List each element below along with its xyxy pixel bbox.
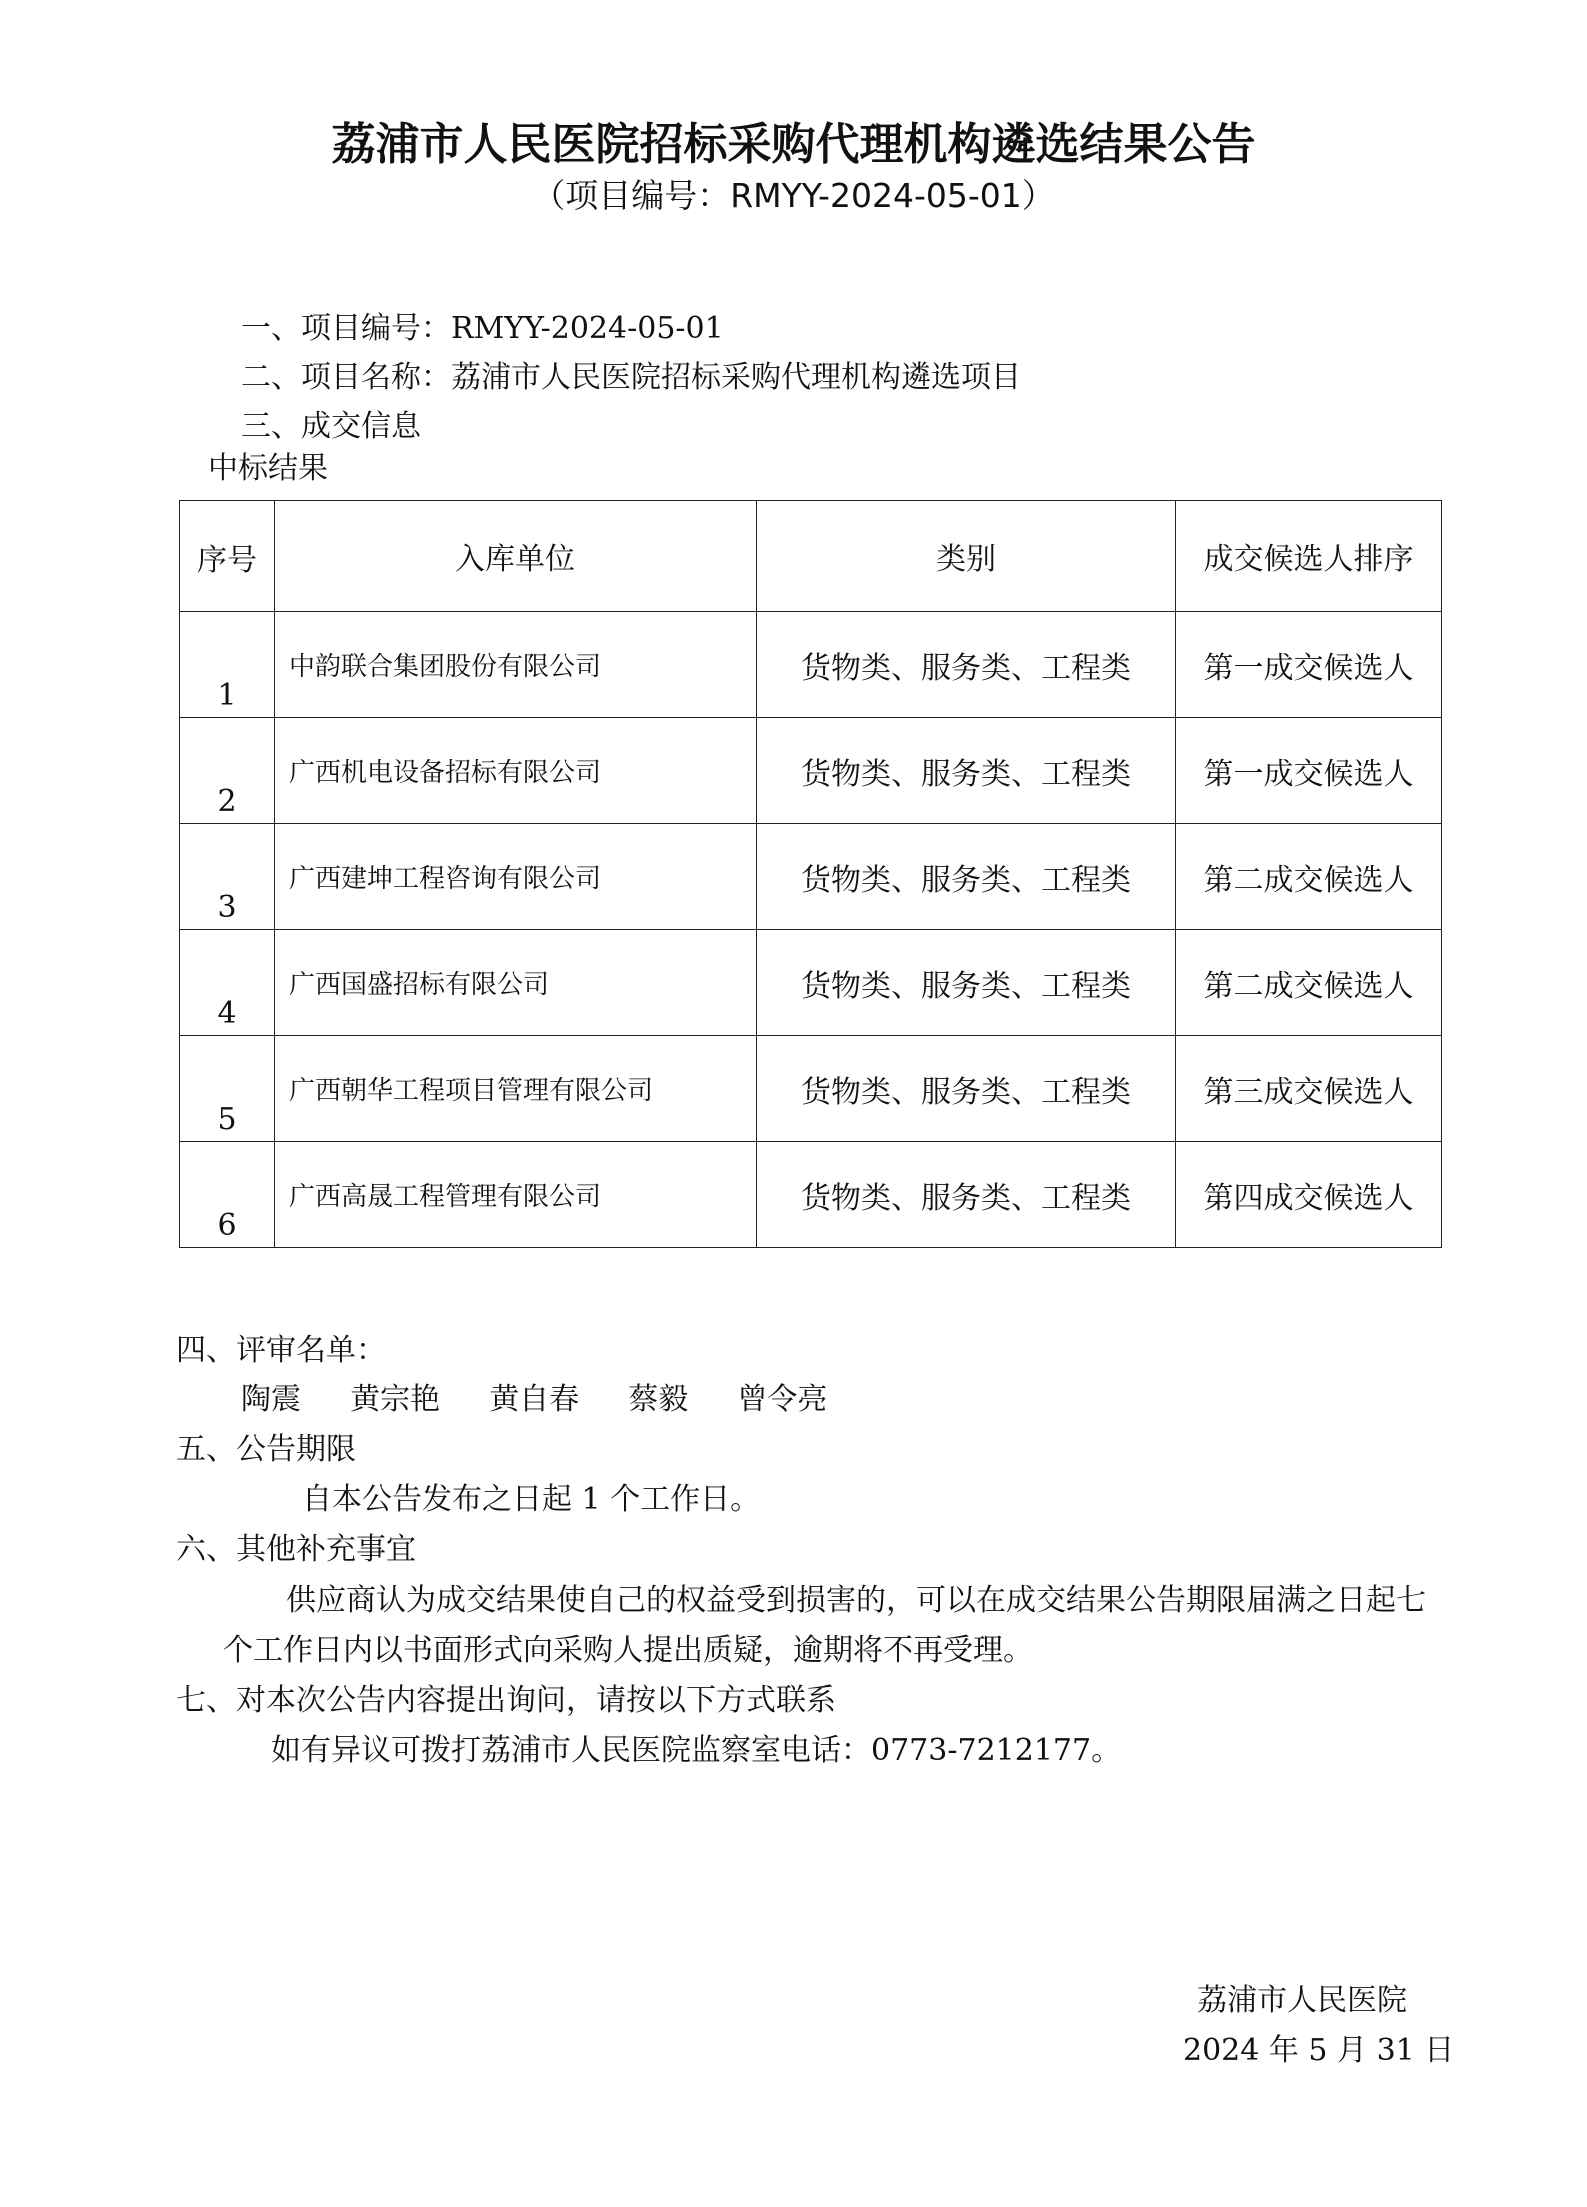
supplementary-text-line1: 供应商认为成交结果使自己的权益受到损害的，可以在成交结果公告期限届满之日起七 [286, 1583, 1426, 1618]
result-label: 中标结果 [208, 451, 328, 486]
section-deal-info: 三、成交信息 [241, 409, 421, 444]
row-category: 货物类、服务类、工程类 [757, 1036, 1176, 1142]
notice-period-text: 自本公告发布之日起 1 个工作日。 [302, 1482, 761, 1517]
table-row [180, 1036, 1442, 1142]
row-index: 3 [180, 824, 275, 930]
row-category: 货物类、服务类、工程类 [757, 612, 1176, 718]
table-row [180, 1142, 1442, 1248]
row-unit: 广西高晟工程管理有限公司 [275, 1142, 757, 1248]
table-row [180, 824, 1442, 930]
supplementary-text-line2: 个工作日内以书面形式向采购人提出质疑，逾期将不再受理。 [223, 1633, 1033, 1668]
row-index: 6 [180, 1142, 275, 1248]
signature-organization: 荔浦市人民医院 [1197, 1983, 1407, 2018]
row-index: 2 [180, 718, 275, 824]
table-row [180, 612, 1442, 718]
header-category: 类别 [757, 501, 1176, 612]
row-rank: 第二成交候选人 [1176, 824, 1442, 930]
header-rank: 成交候选人排序 [1176, 501, 1442, 612]
section-project-number: 一、项目编号：RMYY-2024-05-01 [241, 311, 724, 346]
header-unit: 入库单位 [275, 501, 757, 612]
reviewer-name: 曾令亮 [737, 1382, 828, 1417]
row-category: 货物类、服务类、工程类 [757, 930, 1176, 1036]
row-unit: 广西建坤工程咨询有限公司 [275, 824, 757, 930]
document-subtitle: （项目编号：RMYY-2024-05-01） [532, 176, 1055, 215]
reviewer-name: 蔡毅 [628, 1382, 689, 1417]
document-title: 荔浦市人民医院招标采购代理机构遴选结果公告 [331, 119, 1256, 170]
section-project-name: 二、项目名称：荔浦市人民医院招标采购代理机构遴选项目 [241, 360, 1021, 395]
row-rank: 第三成交候选人 [1176, 1036, 1442, 1142]
row-unit: 广西机电设备招标有限公司 [275, 718, 757, 824]
section-supplementary: 六、其他补充事宜 [176, 1532, 416, 1567]
contact-text: 如有异议可拨打荔浦市人民医院监察室电话：0773-7212177。 [271, 1733, 1122, 1768]
row-index: 5 [180, 1036, 275, 1142]
row-rank: 第二成交候选人 [1176, 930, 1442, 1036]
reviewer-name: 黄自春 [489, 1382, 580, 1417]
row-index: 4 [180, 930, 275, 1036]
row-category: 货物类、服务类、工程类 [757, 718, 1176, 824]
section-contact: 七、对本次公告内容提出询问，请按以下方式联系 [176, 1683, 836, 1718]
row-category: 货物类、服务类、工程类 [757, 824, 1176, 930]
section-notice-period: 五、公告期限 [176, 1432, 356, 1467]
row-rank: 第一成交候选人 [1176, 612, 1442, 718]
row-index: 1 [180, 612, 275, 718]
result-table [179, 500, 1442, 1248]
row-unit: 广西朝华工程项目管理有限公司 [275, 1036, 757, 1142]
reviewer-name: 陶震 [241, 1382, 301, 1417]
reviewer-list [241, 1374, 827, 1418]
signature-date: 2024 年 5 月 31 日 [1183, 2033, 1455, 2068]
row-unit: 中韵联合集团股份有限公司 [275, 612, 757, 718]
section-reviewers: 四、评审名单： [176, 1333, 386, 1368]
row-unit: 广西国盛招标有限公司 [275, 930, 757, 1036]
header-index: 序号 [180, 501, 275, 612]
row-category: 货物类、服务类、工程类 [757, 1142, 1176, 1248]
reviewer-name: 黄宗艳 [350, 1382, 441, 1417]
table-row [180, 930, 1442, 1036]
row-rank: 第四成交候选人 [1176, 1142, 1442, 1248]
row-rank: 第一成交候选人 [1176, 718, 1442, 824]
table-row [180, 718, 1442, 824]
table-header-row [180, 501, 1442, 612]
